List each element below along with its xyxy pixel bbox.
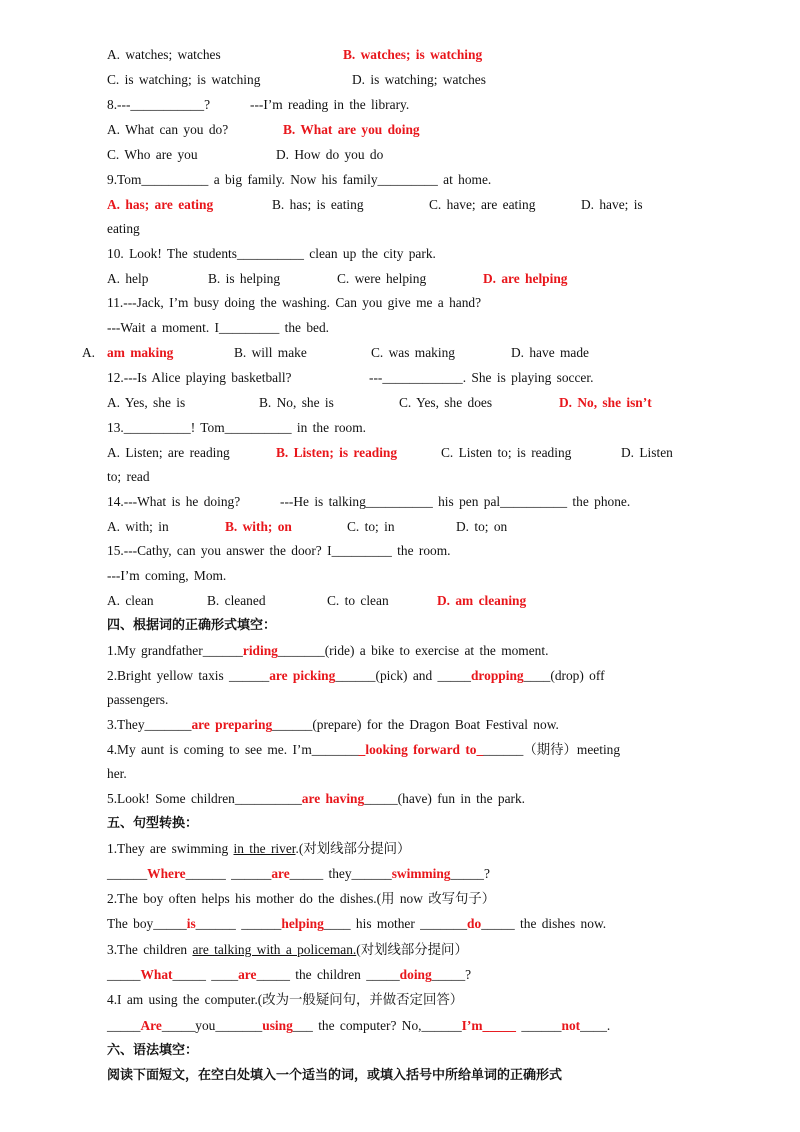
sec5-answer-4-p1: _____ [107,1018,141,1033]
q11-option-d: D. have made [511,345,589,360]
q11-option-b: B. will make [234,345,307,360]
sec5-answer-2-p3: ____ his mother _______ [323,916,468,931]
q13-option-c: C. Listen to; is reading [441,445,572,460]
sec5-answer-2-w3: do [467,916,482,931]
q8-option-b-answer: B. What are you doing [283,122,420,137]
q9-option-d-wrap: eating [107,221,140,236]
q14-question-part2: ---He is talking__________ his pen pal__________ the phone. [280,494,631,509]
q7-options-row2 [107,70,486,90]
q14-option-c: C. to; in [347,519,395,534]
q11-option-a-answer: am making [107,345,174,360]
q15-option-a: A. clean [107,593,154,608]
sec5-answer-1 [107,864,490,884]
q9-option-a-answer: A. has; are eating [107,197,214,212]
section-5-title: 五、句型转换： [107,816,199,831]
sec5-item-1 [107,839,410,859]
q12-question [107,368,594,388]
sec4-item-5-post: _____(have) fun in the park. [364,791,526,806]
sec4-item-2-mid: ______(pick) and _____ [335,668,471,683]
q7-options-row1 [107,45,483,65]
sec5-answer-4-p2: _____you_______ [161,1018,263,1033]
q14-question-part1: 14.---What is he doing? [107,494,241,509]
q7-option-b-answer: B. watches; is watching [343,47,483,62]
sec5-answer-1-p1: ______ [107,866,148,881]
sec5-item-1-pre: 1.They are swimming [107,841,234,856]
q11-question-line2: ---Wait a moment. I_________ the bed. [107,320,330,335]
sec5-answer-3 [107,965,471,985]
sec5-answer-3-p3: _____ the children _____ [256,967,400,982]
q15-question: 15.---Cathy, can you answer the door? I_________ the room. [107,543,451,558]
q8-option-c: C. Who are you [107,147,198,162]
q9-options [107,195,643,215]
sec4-item-2-answer2: dropping [470,668,524,683]
sec4-item-4-wrap: her. [107,766,127,781]
q12-options [107,393,652,413]
q9-option-b: B. has; is eating [272,197,364,212]
sec4-item-2-post: ____(drop) off [523,668,605,683]
sec4-item-5-answer: are having [301,791,365,806]
q15-option-c: C. to clean [327,593,389,608]
q7-option-a: A. watches; watches [107,47,221,62]
sec4-item-2-wrap: passengers. [107,692,169,707]
q15-question-line2: ---I’m coming, Mom. [107,568,227,583]
q15-options [107,591,527,611]
sec5-answer-3-p1: _____ [107,967,141,982]
sec5-item-4: 4.I am using the computer.(改为一般疑问句，并做否定回答） [107,992,464,1007]
sec4-item-2-answer1: are picking [269,668,336,683]
q9-option-d: D. have; is [581,197,643,212]
sec5-answer-4-w3: I’m_____ [461,1018,516,1033]
q8-options-row2 [107,145,384,165]
sec4-item-1-post: _______(ride) a bike to exercise at the moment. [277,643,549,658]
sec4-item-3-post: ______(prepare) for the Dragon Boat Festival now. [272,717,559,732]
sec5-item-3-pre: 3.The children [107,942,193,957]
sec5-answer-1-w1: Where [147,866,186,881]
sec5-answer-4-p3: ___ the computer? No,______ [292,1018,462,1033]
q14-options [107,517,508,537]
sec4-item-1-pre: 1.My grandfather______ [107,643,243,658]
sec5-item-3-underlined: are talking with a policeman. [192,942,357,957]
sec4-item-4-answer: _looking forward to_ [358,742,484,757]
sec5-answer-3-w2: are [238,967,257,982]
q13-option-a: A. Listen; are reading [107,445,230,460]
sec4-item-5 [107,789,525,809]
sec5-answer-2-w2: helping [281,916,324,931]
sec5-answer-3-p2: _____ ____ [172,967,239,982]
sec4-item-3-answer: are preparing [191,717,273,732]
q7-option-c: C. is watching; is watching [107,72,261,87]
q14-option-a: A. with; in [107,519,169,534]
sec5-item-2: 2.The boy often helps his mother do the dishes.(用 now 改写句子） [107,891,496,906]
sec4-item-4-post: ______（期待）meeting [483,742,621,757]
sec5-answer-1-p4: _____? [450,866,490,881]
sec4-item-4 [107,740,620,760]
sec5-answer-1-w2: are [271,866,290,881]
sec5-answer-3-w1: What [140,967,173,982]
sec5-item-1-underlined: in the river [233,841,296,856]
sec4-item-4-pre: 4.My aunt is coming to see me. I’m_______ [107,742,359,757]
sec5-answer-2 [107,914,606,934]
q10-options [107,269,568,289]
q11-option-a-letter: A. [82,345,96,360]
q10-option-d-answer: D. are helping [483,271,568,286]
sec5-item-3 [107,940,468,960]
q13-option-d-wrap: to; read [107,469,150,484]
sec5-answer-2-p4: _____ the dishes now. [481,916,607,931]
sec5-answer-3-p4: _____? [431,967,472,982]
q8-option-a: A. What can you do? [107,122,229,137]
sec5-answer-2-w1: is [186,916,196,931]
sec5-answer-2-p1: The boy_____ [107,916,187,931]
sec5-answer-4-w4: not [561,1018,581,1033]
section-4-title: 四、根据词的正确形式填空： [107,618,277,633]
sec4-item-5-pre: 5.Look! Some children__________ [107,791,302,806]
q8-options-row1 [107,120,420,140]
q10-option-b: B. is helping [208,271,281,286]
q7-option-d: D. is watching; watches [352,72,486,87]
q8-question-part1: 8.---___________? [107,97,211,112]
q10-question: 10. Look! The students__________ clean up the city park. [107,246,436,261]
q13-option-d: D. Listen [621,445,673,460]
q13-question: 13.__________! Tom__________ in the room. [107,420,366,435]
sec4-item-2 [107,666,605,686]
sec5-item-1-post: .(对划线部分提问） [295,841,411,856]
sec5-item-3-post: (对划线部分提问） [356,942,468,957]
q8-question [107,95,410,115]
q9-question: 9.Tom__________ a big family. Now his family_________ at home. [107,172,492,187]
sec4-item-1-answer: riding [242,643,278,658]
sec5-answer-1-p3: _____ they______ [289,866,392,881]
q15-option-b: B. cleaned [207,593,266,608]
q10-option-c: C. were helping [337,271,427,286]
sec4-item-3-pre: 3.They_______ [107,717,192,732]
sec4-item-2-pre: 2.Bright yellow taxis ______ [107,668,270,683]
q12-question-part1: 12.---Is Alice playing basketball? [107,370,292,385]
q11-question: 11.---Jack, I’m busy doing the washing. Can you give me a hand? [107,295,482,310]
sec4-item-1 [107,641,548,661]
q13-option-b-answer: B. Listen; is reading [276,445,398,460]
q10-option-a: A. help [107,271,149,286]
q9-option-c: C. have; are eating [429,197,536,212]
q14-question [107,492,631,512]
q14-option-b-answer: B. with; on [225,519,292,534]
sec5-answer-4-p4: ______ [515,1018,562,1033]
q13-options [107,443,673,463]
sec5-answer-4-w2: using [262,1018,293,1033]
q12-option-a: A. Yes, she is [107,395,186,410]
q8-option-d: D. How do you do [276,147,384,162]
sec5-answer-1-w3: swimming [391,866,451,881]
q11-options [82,343,589,363]
q14-option-d: D. to; on [456,519,508,534]
q8-question-part2: ---I’m reading in the library. [250,97,410,112]
q15-option-d-answer: D. am cleaning [437,593,527,608]
section-6-title: 六、语法填空： [107,1043,199,1058]
sec5-answer-4 [107,1016,610,1036]
section-6-instructions: 阅读下面短文，在空白处填入一个适当的词，或填入括号中所给单词的正确形式 [107,1068,563,1083]
q12-option-d-answer: D. No, she isn’t [559,395,652,410]
q11-option-c: C. was making [371,345,455,360]
sec5-answer-4-p5: ____. [580,1018,611,1033]
sec5-answer-1-p2: ______ ______ [185,866,272,881]
sec5-answer-3-w3: doing [399,967,432,982]
sec4-item-3 [107,715,559,735]
sec5-answer-2-p2: ______ ______ [195,916,282,931]
sec5-answer-4-w1: Are [140,1018,162,1033]
q12-option-c: C. Yes, she does [399,395,493,410]
q12-option-b: B. No, she is [259,395,334,410]
q12-question-part2: ---____________. She is playing soccer. [369,370,594,385]
